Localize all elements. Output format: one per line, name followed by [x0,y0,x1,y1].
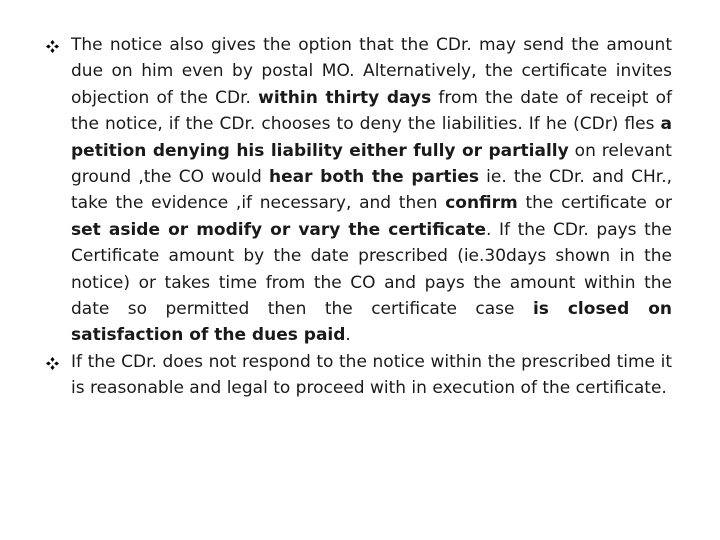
four-diamond-bullet-icon [46,357,59,370]
bullet-text [71,352,672,398]
text-segment: the certificate or [517,193,672,214]
bullet-item [46,32,672,349]
text-segment: If the CDr. does not respond to the notice within the prescribed time it is reasonable and legal to proceed with in execution of the certificate. [71,351,672,399]
four-diamond-bullet-icon [46,40,59,53]
bullet-item [46,349,672,402]
bold-text-segment: a petition denying his liability either fully or partially [71,114,672,161]
text-segment: ie. the CDr. and CHr., take the evidence ,if necessary, and then [71,167,672,214]
bold-text-segment: is closed on satisfaction of the dues paid [71,299,673,346]
text-segment: on relevant ground ,the CO would [71,140,672,188]
bold-text-segment: confirm [445,193,518,214]
text-segment: . [345,325,351,346]
bold-text-segment: within thirty days [258,87,432,108]
bullet-text [71,35,672,345]
bullet-list [46,32,672,402]
text-segment: . If the CDr. pays the Certificate amount by the date prescribed (ie.30days shown in the notice) or takes time from the CO and pays the amount within the date so permitted then the certificate case [71,219,673,320]
text-segment: The notice also gives the option that the CDr. may send the amount due on him even by postal MO. Alternatively, the certificate invites objection of the CDr. [71,35,672,108]
bold-text-segment: set aside or modify or vary the certificate [71,219,487,240]
bold-text-segment: hear both the parties [268,167,479,188]
text-segment: from the date of receipt of the notice, if the CDr. chooses to deny the liabilities. If he (CDr) fles [71,87,672,135]
